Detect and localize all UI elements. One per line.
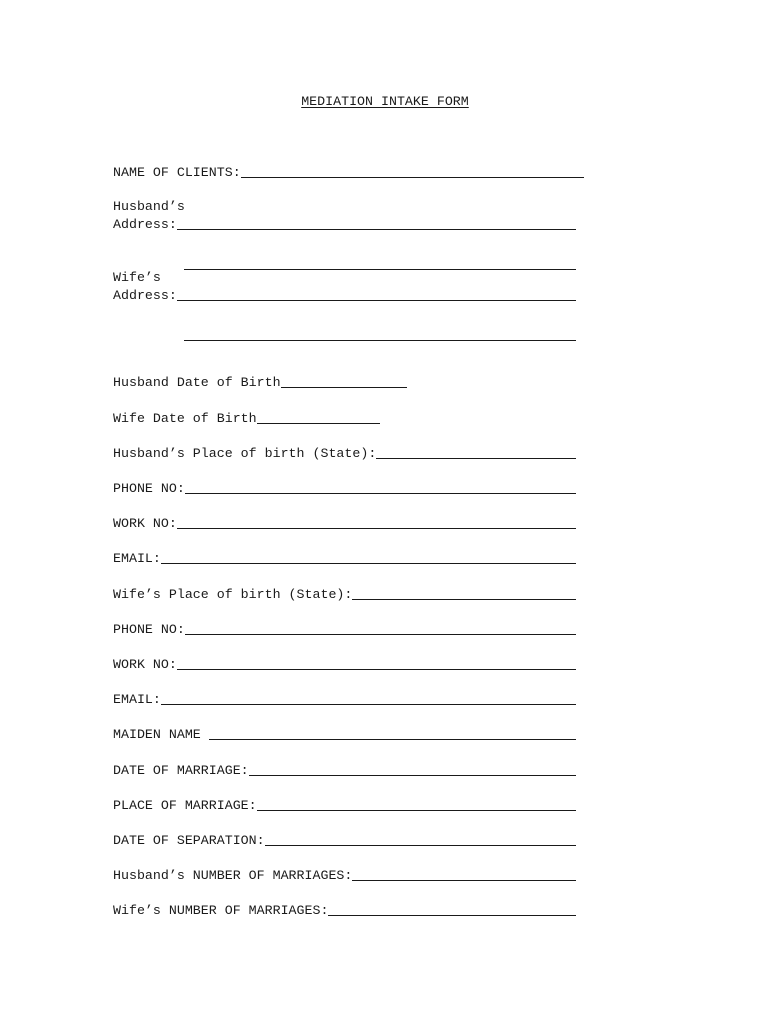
husband-number-of-marriages-blank[interactable] <box>352 880 576 881</box>
wife-email-blank[interactable] <box>161 704 576 705</box>
maiden-name-label: MAIDEN NAME <box>113 727 209 742</box>
husband-email-field[interactable] <box>113 550 576 567</box>
wife-address-label: Address: <box>113 288 177 303</box>
wife-place-of-birth-blank[interactable] <box>352 599 576 600</box>
wife-place-of-birth-label: Wife’s Place of birth (State): <box>113 587 353 602</box>
date-of-marriage-blank[interactable] <box>249 775 576 776</box>
husband-email-label: EMAIL: <box>113 551 161 566</box>
wife-dob-blank[interactable] <box>257 423 380 424</box>
husband-work-field[interactable] <box>113 515 576 532</box>
wife-phone-blank[interactable] <box>185 634 576 635</box>
date-of-separation-blank[interactable] <box>265 845 576 846</box>
wife-number-of-marriages-blank[interactable] <box>328 915 576 916</box>
date-of-marriage-field[interactable] <box>113 762 576 779</box>
maiden-name-field[interactable] <box>113 726 576 743</box>
husband-address-blank-1[interactable] <box>177 229 576 230</box>
husband-place-of-birth-label: Husband’s Place of birth (State): <box>113 446 377 461</box>
wife-address-field-2[interactable] <box>184 327 576 344</box>
husband-phone-label: PHONE NO: <box>113 481 185 496</box>
wife-dob-field[interactable] <box>113 410 380 427</box>
form-title <box>0 93 770 110</box>
wife-address-field[interactable] <box>113 287 576 304</box>
wife-work-blank[interactable] <box>177 669 576 670</box>
wife-address-blank-2[interactable] <box>184 340 576 341</box>
wife-phone-label: PHONE NO: <box>113 622 185 637</box>
husband-phone-blank[interactable] <box>185 493 576 494</box>
husband-number-of-marriages-field[interactable] <box>113 867 576 884</box>
date-of-separation-label: DATE OF SEPARATION: <box>113 833 265 848</box>
wife-address-label-line1: Wife’s <box>113 270 161 285</box>
wife-place-of-birth-field[interactable] <box>113 586 576 603</box>
husband-address-label-line1: Husband’s <box>113 199 185 214</box>
husband-dob-label: Husband Date of Birth <box>113 375 281 390</box>
husband-dob-blank[interactable] <box>281 387 407 388</box>
wife-dob-label: Wife Date of Birth <box>113 411 257 426</box>
place-of-marriage-field[interactable] <box>113 797 576 814</box>
husband-address-blank-2[interactable] <box>184 269 576 270</box>
wife-work-label: WORK NO: <box>113 657 177 672</box>
husband-email-blank[interactable] <box>161 563 576 564</box>
wife-number-of-marriages-field[interactable] <box>113 902 576 919</box>
wife-email-label: EMAIL: <box>113 692 161 707</box>
husband-place-of-birth-field[interactable] <box>113 445 576 462</box>
husband-place-of-birth-blank[interactable] <box>376 458 576 459</box>
place-of-marriage-label: PLACE OF MARRIAGE: <box>113 798 257 813</box>
name-of-clients-label: NAME OF CLIENTS: <box>113 165 241 180</box>
wife-phone-field[interactable] <box>113 621 576 638</box>
date-of-separation-field[interactable] <box>113 832 576 849</box>
husband-address-label: Address: <box>113 217 177 232</box>
husband-dob-field[interactable] <box>113 374 407 391</box>
husband-address-field-2[interactable] <box>184 256 576 273</box>
date-of-marriage-label: DATE OF MARRIAGE: <box>113 763 249 778</box>
name-of-clients-field[interactable] <box>113 164 584 181</box>
husband-work-blank[interactable] <box>177 528 576 529</box>
form-title-text: MEDIATION INTAKE FORM <box>301 94 469 109</box>
place-of-marriage-blank[interactable] <box>257 810 576 811</box>
wife-number-of-marriages-label: Wife’s NUMBER OF MARRIAGES: <box>113 903 329 918</box>
wife-email-field[interactable] <box>113 691 576 708</box>
wife-work-field[interactable] <box>113 656 576 673</box>
husband-address-field[interactable] <box>113 216 576 233</box>
husband-number-of-marriages-label: Husband’s NUMBER OF MARRIAGES: <box>113 868 353 883</box>
name-of-clients-blank[interactable] <box>241 177 584 178</box>
husband-work-label: WORK NO: <box>113 516 177 531</box>
husband-phone-field[interactable] <box>113 480 576 497</box>
wife-address-blank-1[interactable] <box>177 300 576 301</box>
maiden-name-blank[interactable] <box>209 739 576 740</box>
